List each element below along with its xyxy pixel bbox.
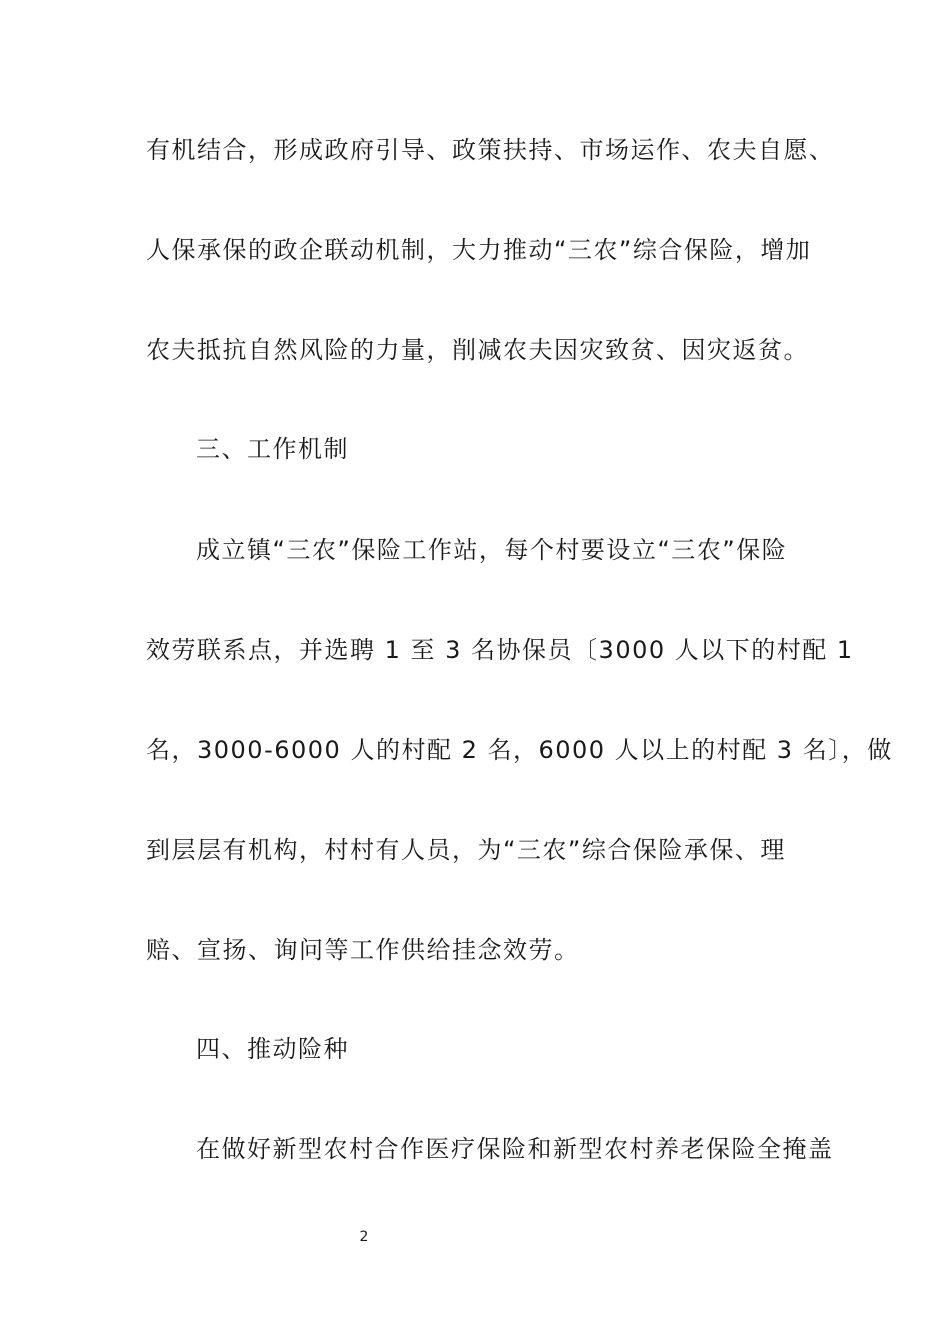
body-line-8: 到层层有机构，村村有人员，为“三农”综合保险承保、理 — [146, 836, 786, 864]
body-line-9: 赔、宣扬、询问等工作供给挂念效劳。 — [146, 936, 580, 964]
body-line-6: 效劳联系点，并选聘 1 至 3 名协保员〔3000 人以下的村配 1 — [146, 636, 854, 664]
body-line-5: 成立镇“三农”保险工作站，每个村要设立“三农”保险 — [196, 536, 788, 564]
page-number: 2 — [359, 1229, 369, 1245]
body-line-11: 在做好新型农村合作医疗保险和新型农村养老保险全掩盖 — [196, 1135, 834, 1163]
body-line-2: 人保承保的政企联动机制，大力推动“三农”综合保险，增加 — [146, 236, 812, 264]
section-heading-work-mechanism: 三、工作机制 — [196, 435, 349, 463]
body-line-1: 有机结合，形成政府引导、政策扶持、市场运作、农夫自愿、 — [146, 136, 835, 164]
body-line-3: 农夫抵抗自然风险的力量，削减农夫因灾致贫、因灾返贫。 — [146, 336, 809, 364]
body-line-7: 名，3000-6000 人的村配 2 名，6000 人以上的村配 3 名〕，做 — [146, 736, 893, 764]
section-heading-insurance-types: 四、推动险种 — [196, 1035, 349, 1063]
